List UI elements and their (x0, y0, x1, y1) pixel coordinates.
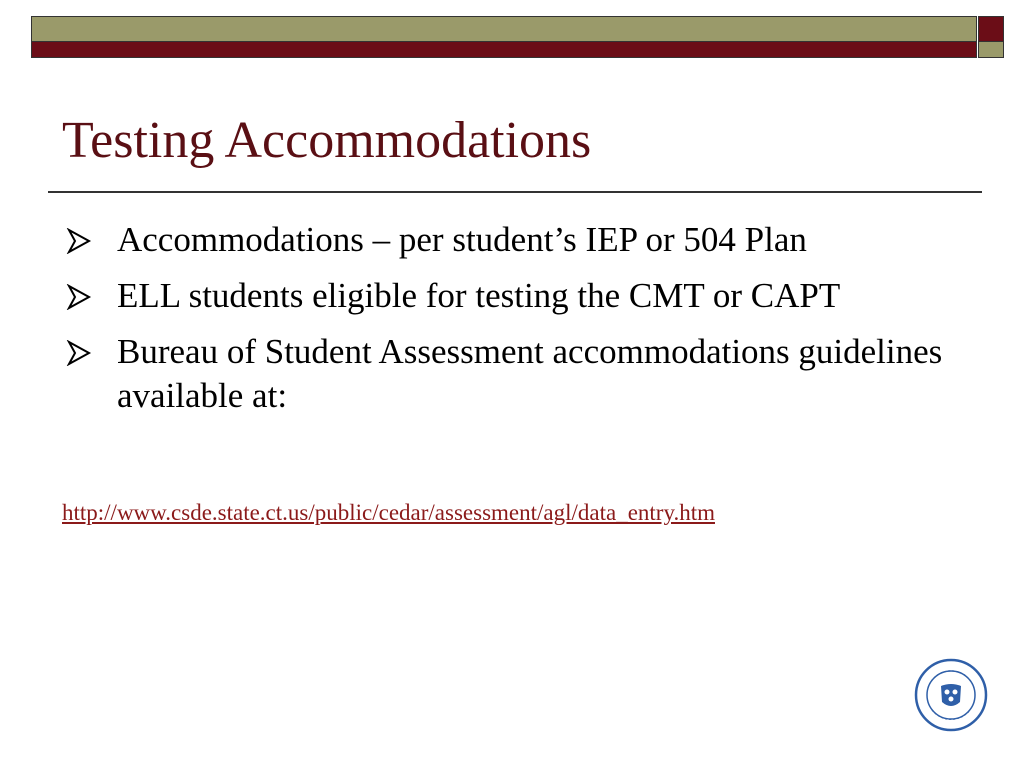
bullet-list (62, 218, 982, 430)
header-square-maroon (978, 16, 1004, 42)
header-bar-olive (31, 16, 977, 42)
arrow-bullet-icon (66, 340, 92, 366)
arrow-bullet-icon (66, 228, 92, 254)
header-square-olive (978, 42, 1004, 58)
arrow-bullet-icon (66, 284, 92, 310)
state-department-of-education-seal-icon (914, 658, 988, 732)
bullet-text: Bureau of Student Assessment accommodations guidelines available at: (117, 332, 943, 415)
slide-title: Testing Accommodations (62, 112, 592, 169)
bullet-item (62, 274, 982, 318)
bullet-text: ELL students eligible for testing the CMT or CAPT (117, 276, 841, 315)
guidelines-link[interactable]: http://www.csde.state.ct.us/public/cedar/assessment/agl/data_entry.htm (62, 500, 715, 525)
header-bar-maroon (31, 42, 977, 58)
bullet-item (62, 330, 982, 418)
bullet-text: Accommodations – per student’s IEP or 504 Plan (117, 220, 807, 259)
bullet-item (62, 218, 982, 262)
title-divider (48, 191, 982, 193)
